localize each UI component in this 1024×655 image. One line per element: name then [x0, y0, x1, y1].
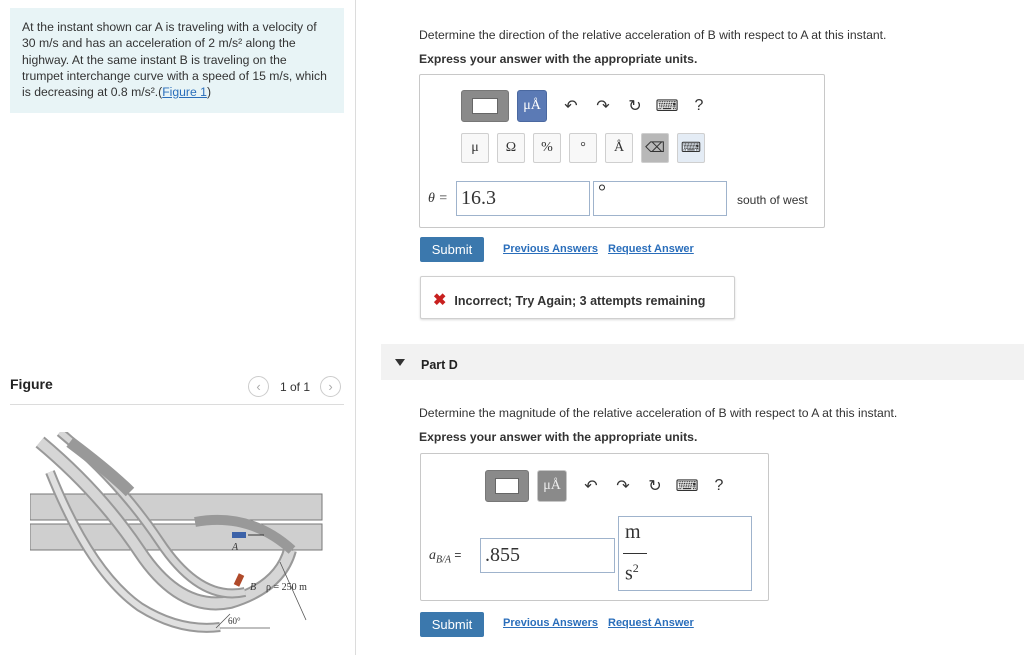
part-c-request-answer-link[interactable]: Request Answer: [608, 243, 694, 255]
part-d-toolbar: [485, 470, 735, 502]
problem-line-1: At the instant shown car A is traveling with a velocity of: [22, 20, 317, 34]
part-d-redo-button[interactable]: [612, 474, 634, 498]
part-d-header[interactable]: [381, 344, 1024, 380]
unit-den-exp: 2: [632, 561, 639, 575]
left-panel: [0, 0, 356, 655]
part-d-reset-button[interactable]: [644, 474, 666, 498]
part-d-var-label: [429, 548, 461, 565]
keyboard-icon: ⌨: [655, 98, 679, 115]
part-d-title: Part D: [421, 358, 458, 372]
part-d-units-button[interactable]: [537, 470, 567, 502]
symbol-angstrom-button[interactable]: Å: [605, 133, 633, 163]
part-c-unit-input[interactable]: °: [593, 181, 727, 216]
part-d-answer-box: [420, 453, 769, 601]
help-button[interactable]: [688, 94, 710, 118]
reset-button[interactable]: [624, 94, 646, 118]
help-icon: ?: [714, 477, 724, 494]
feedback-text: Incorrect; Try Again; 3 attempts remaining: [454, 294, 706, 308]
car-b-label: B: [250, 582, 257, 593]
error-x-icon: ✖: [433, 292, 447, 309]
interchange-figure: [30, 432, 330, 637]
part-d-units-label: μÅ: [543, 478, 561, 493]
part-c-question: Determine the direction of the relative acceleration of B with respect to A at this instant.: [419, 28, 887, 42]
part-d-instruction: Express your answer with the appropriate units.: [419, 430, 698, 444]
part-d-help-button[interactable]: [708, 474, 730, 498]
problem-line-4: trumpet interchange curve with a speed of 15 m/s, which: [22, 68, 327, 83]
figure-title: Figure: [10, 376, 53, 392]
car-b: [234, 573, 245, 586]
undo-button[interactable]: [560, 94, 582, 118]
symbol-omega-button[interactable]: Ω: [497, 133, 525, 163]
equals-sign: =: [454, 548, 462, 562]
figure-next-button[interactable]: [320, 376, 341, 397]
redo-button[interactable]: [592, 94, 614, 118]
reset-icon: ↻: [648, 478, 662, 495]
var-subscript: B/A: [436, 554, 451, 566]
part-d-templates-button[interactable]: [485, 470, 529, 502]
delete-button[interactable]: [641, 133, 669, 163]
keyboard-up-button[interactable]: [677, 133, 705, 163]
part-c-submit-button[interactable]: Submit: [420, 237, 484, 262]
part-d-previous-answers-link[interactable]: Previous Answers: [503, 617, 598, 629]
part-c-previous-answers-link[interactable]: Previous Answers: [503, 243, 598, 255]
unit-numerator: m: [625, 521, 641, 543]
undo-icon: ↶: [564, 98, 578, 115]
theta-label-text: θ =: [428, 191, 448, 206]
undo-icon: ↶: [584, 478, 598, 495]
part-d-request-answer-link[interactable]: Request Answer: [608, 617, 694, 629]
keyboard-icon: ⌨: [675, 478, 699, 495]
problem-line-2: 30 m/s and has an acceleration of 2 m/s² along the: [22, 36, 296, 51]
units-label: μÅ: [523, 98, 541, 113]
symbol-percent-button[interactable]: %: [533, 133, 561, 163]
templates-icon: [495, 478, 519, 494]
templates-icon: [472, 98, 498, 114]
part-c-symbol-bar: [461, 133, 713, 163]
part-c-value-input[interactable]: 16.3: [456, 181, 590, 216]
part-d-question: Determine the magnitude of the relative acceleration of B with respect to A at this instant.: [419, 406, 898, 420]
figure-header: [10, 374, 344, 405]
theta-label: [428, 191, 448, 207]
part-d-undo-button[interactable]: [580, 474, 602, 498]
radius-label: ρ = 250 m: [266, 582, 307, 593]
part-c-feedback: [420, 276, 735, 319]
car-a-label: A: [232, 542, 239, 553]
unit-denominator: [625, 561, 639, 586]
car-a: [232, 532, 246, 538]
collapse-caret-icon: [395, 359, 405, 366]
part-c-answer-box: [419, 74, 825, 228]
redo-icon: ↷: [596, 98, 610, 115]
part-d-unit-input[interactable]: [618, 516, 752, 591]
part-d-keyboard-button[interactable]: [676, 474, 698, 498]
keyboard-up-icon: ⌨: [680, 140, 702, 156]
templates-button[interactable]: [461, 90, 509, 122]
problem-statement: [10, 8, 344, 113]
units-button[interactable]: [517, 90, 547, 122]
part-d-value-input[interactable]: .855: [480, 538, 615, 573]
angle-label: 60°: [228, 616, 241, 626]
part-c-toolbar: [461, 90, 715, 122]
unit-den-text: s: [625, 562, 633, 585]
help-icon: ?: [694, 97, 704, 114]
figure-prev-button[interactable]: [248, 376, 269, 397]
problem-line-5: [22, 84, 332, 100]
chevron-left-icon: ‹: [256, 379, 261, 394]
backspace-icon: ⌫: [645, 140, 665, 156]
problem-line-5-text: is decreasing at 0.8 m/s².(: [22, 85, 163, 100]
redo-icon: ↷: [616, 478, 630, 495]
fraction-bar: [623, 553, 647, 554]
symbol-mu-button[interactable]: μ: [461, 133, 489, 163]
figure-link[interactable]: Figure 1: [162, 85, 207, 100]
right-panel: [357, 0, 1024, 655]
figure-counter: 1 of 1: [280, 380, 311, 394]
symbol-degree-button[interactable]: °: [569, 133, 597, 163]
chevron-right-icon: ›: [328, 379, 333, 394]
part-c-direction: south of west: [737, 193, 808, 207]
keyboard-button[interactable]: [656, 94, 678, 118]
part-c-instruction: Express your answer with the appropriate units.: [419, 52, 698, 66]
part-d-submit-button[interactable]: Submit: [420, 612, 484, 637]
reset-icon: ↻: [628, 98, 642, 115]
var-symbol: a: [429, 548, 436, 563]
problem-line-3: highway. At the same instant B is traveling on the: [22, 52, 287, 67]
problem-line-5-close: ): [206, 85, 211, 100]
